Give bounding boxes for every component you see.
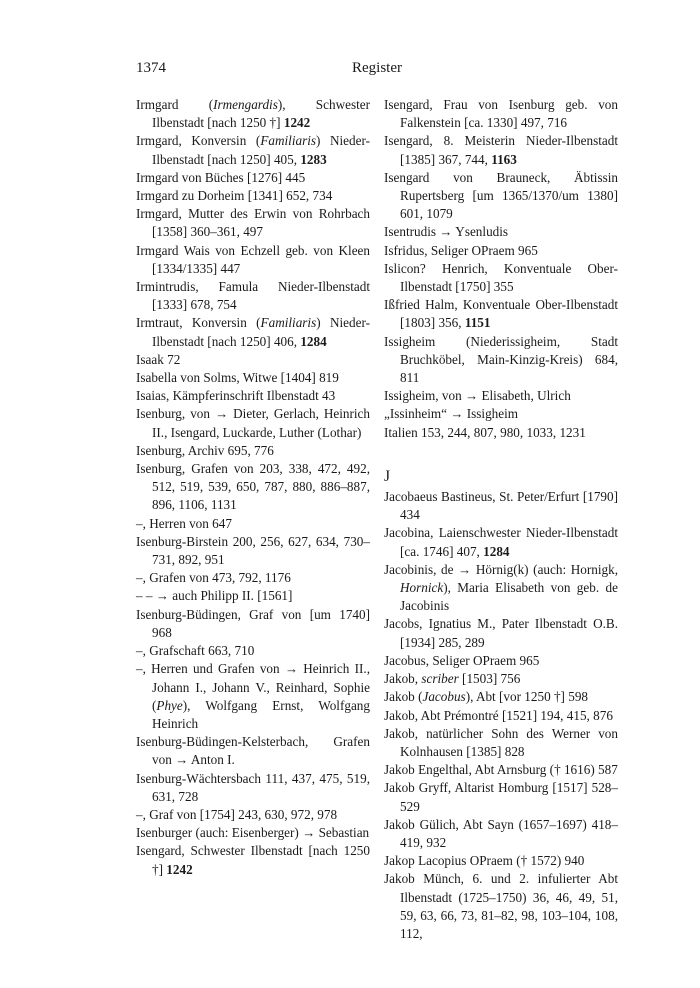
- index-entry: [136, 132, 370, 168]
- entry-text: Ißfried Halm, Konventuale Ober-Ilbenstadt [1803] 356,: [384, 297, 618, 331]
- index-entry: [384, 761, 618, 779]
- entry-text: Irmintrudis, Famula Nieder-Ilbenstadt [1333] 678, 754: [136, 279, 370, 313]
- entry-text: –, Graf von [1754] 243, 630, 972, 978: [136, 806, 338, 822]
- entry-text: ), Schwester Ilbenstadt [nach 1250 †]: [152, 97, 370, 131]
- entry-text: Jakob, natürlicher Sohn des Werner von Kolnhausen [1385] 828: [384, 725, 618, 759]
- entry-text: –, Herren und Grafen von → Heinrich II., Johann I., Johann V., Reinhard, Sophie (: [136, 661, 370, 713]
- page-ref-bold: 1151: [464, 315, 491, 331]
- index-entry: [136, 369, 370, 387]
- index-entry: [384, 524, 618, 560]
- index-entry: [136, 606, 370, 642]
- entry-text: Isentrudis → Ysenludis: [384, 224, 509, 240]
- entry-text: –, Herren von 647: [136, 515, 232, 531]
- entry-text: [1503] 756: [458, 671, 521, 687]
- entry-text: Jakob Münch, 6. und 2. infulierter Abt Ilbenstadt (1725–1750) 36, 46, 49, 51, 59, 63, 66, 73, 81–82, 98, 103–104, 108, 112,: [384, 871, 618, 941]
- index-entry: [136, 314, 370, 350]
- index-entry: [136, 842, 370, 878]
- entry-text: Isenburg-Büdingen, Graf von [um 1740] 968: [136, 606, 370, 640]
- index-column-right: [384, 96, 618, 943]
- index-entry: [384, 296, 618, 332]
- entry-text: Irmgard (: [136, 97, 214, 112]
- entry-text: Isengard, 8. Meisterin Nieder-Ilbenstadt [1385] 367, 744,: [384, 133, 618, 167]
- entry-text: ), Maria Elisabeth von geb. de Jacobinis: [400, 580, 618, 614]
- entry-text: Irmgard, Konversin (: [136, 133, 261, 149]
- page-ref-bold: 1242: [166, 861, 193, 877]
- index-entry: [136, 169, 370, 187]
- index-entry: [384, 707, 618, 725]
- page-ref-bold: 1283: [300, 151, 327, 167]
- index-entry: [384, 670, 618, 688]
- entry-text: Italien 153, 244, 807, 980, 1033, 1231: [384, 424, 586, 440]
- letter-heading: J: [384, 467, 391, 485]
- entry-text: Isaak 72: [136, 351, 181, 367]
- index-entry: [136, 660, 370, 733]
- index-entry: [136, 806, 370, 824]
- index-entry: [384, 725, 618, 761]
- italic-term: Irmengardis: [213, 97, 278, 112]
- entry-text: Issigheim, von → Elisabeth, Ulrich: [384, 388, 571, 404]
- page-ref-bold: 1284: [300, 333, 327, 349]
- index-entry: [136, 824, 370, 842]
- index-entry: [136, 460, 370, 515]
- index-entry: [136, 442, 370, 460]
- italic-term: Jacobus: [422, 689, 466, 705]
- entry-text: Isengard, Schwester Ilbenstadt [nach 1250 †]: [136, 843, 370, 877]
- index-entry: [384, 688, 618, 706]
- page-header: [136, 60, 618, 82]
- entry-text: ) Nieder-Ilbenstadt [nach 1250] 405,: [152, 133, 370, 167]
- entry-text: Irmgard zu Dorheim [1341] 652, 734: [136, 188, 333, 204]
- entry-text: Islicon? Henrich, Konventuale Ober-Ilbenstadt [1750] 355: [384, 260, 618, 295]
- index-entry: [384, 242, 618, 260]
- index-entry: [136, 642, 370, 660]
- entry-text: Irmtraut, Konversin (: [136, 315, 261, 331]
- entry-text: Isenburg, Archiv 695, 776: [136, 442, 274, 458]
- index-entry: [136, 587, 370, 605]
- entry-text: Jakop Lacopius OPraem († 1572) 940: [384, 853, 585, 869]
- italic-term: scriber: [421, 671, 459, 687]
- index-entry: [136, 278, 370, 314]
- index-entry: [384, 223, 618, 241]
- entry-text: Isenburg, Grafen von 203, 338, 472, 492, 512, 519, 539, 650, 787, 880, 886–887, 896, 1106, 1131: [136, 461, 370, 513]
- index-entry: [384, 96, 618, 132]
- entry-text: Isenburg-Büdingen-Kelsterbach, Grafen von → Anton I.: [136, 734, 370, 768]
- entry-text: Jakob, Abt Prémontré [1521] 194, 415, 876: [384, 707, 613, 723]
- entry-text: Jakob Gryff, Altarist Homburg [1517] 528–529: [384, 780, 618, 814]
- index-entry: [136, 351, 370, 369]
- entry-text: ), Abt [vor 1250 †] 598: [465, 689, 589, 705]
- index-entry: [384, 405, 618, 423]
- entry-text: Jakob Gülich, Abt Sayn (1657–1697) 418–419, 932: [384, 816, 618, 850]
- page-ref-bold: 1242: [283, 115, 311, 131]
- entry-text: Isenburger (auch: Eisenberger) → Sebastian: [136, 825, 370, 841]
- entry-text: Issigheim (Niederissigheim, Stadt Bruchköbel, Main-Kinzig-Kreis) 684, 811: [384, 333, 618, 386]
- index-entry: [384, 424, 618, 442]
- entry-text: Jacobaeus Bastineus, St. Peter/Erfurt [1790] 434: [384, 489, 618, 523]
- entry-text: Isenburg-Birstein 200, 256, 627, 634, 730–731, 892, 951: [136, 533, 370, 568]
- running-head: Register: [352, 60, 402, 76]
- entry-text: Jakob (: [384, 689, 423, 705]
- index-entry: [384, 488, 618, 524]
- index-entry: [136, 733, 370, 769]
- entry-text: Jacobus, Seliger OPraem 965: [384, 652, 540, 668]
- entry-text: Isengard von Brauneck, Äbtissin Rupertsberg [um 1365/1370/um 1380] 601, 1079: [384, 169, 618, 222]
- entry-text: Irmgard von Büches [1276] 445: [136, 169, 306, 185]
- entry-text: Irmgard Wais von Echzell geb. von Kleen [1334/1335] 447: [136, 242, 370, 276]
- index-entry: [384, 169, 618, 224]
- index-entry: [136, 205, 370, 241]
- entry-text: Jacobina, Laienschwester Nieder-Ilbenstadt [ca. 1746] 407,: [384, 525, 618, 559]
- index-entry: [384, 260, 618, 296]
- entry-text: ) Nieder-Ilbenstadt [nach 1250] 406,: [152, 315, 370, 349]
- italic-term: Hornick: [400, 580, 444, 596]
- index-entry: [136, 569, 370, 587]
- entry-text: –, Grafschaft 663, 710: [136, 643, 255, 659]
- entry-text: Jakob,: [384, 671, 422, 687]
- entry-text: „Issinheim“ → Issigheim: [384, 406, 519, 422]
- index-entry: [384, 870, 618, 943]
- index-entry: [136, 96, 370, 132]
- index-column-left: [136, 96, 370, 879]
- entry-text: ), Wolfgang Ernst, Wolfgang Heinrich: [152, 697, 370, 731]
- entry-text: Jacobinis, de → Hörnig(k) (auch: Hornigk,: [384, 561, 618, 577]
- index-entry: [384, 132, 618, 168]
- entry-text: Isaias, Kämpferinschrift Ilbenstadt 43: [136, 388, 336, 404]
- entry-text: Jacobs, Ignatius M., Pater Ilbenstadt O.B. [1934] 285, 289: [384, 616, 618, 650]
- index-entry: [384, 852, 618, 870]
- index-entry: [384, 652, 618, 670]
- index-entry: [136, 405, 370, 441]
- entry-text: –, Grafen von 473, 792, 1176: [136, 570, 291, 586]
- page-ref-bold: 1163: [491, 151, 517, 167]
- index-entry: [384, 779, 618, 815]
- index-entry: [136, 387, 370, 405]
- index-entry: [384, 615, 618, 651]
- index-entry: [136, 515, 370, 533]
- index-entry: [384, 561, 618, 616]
- index-entry: [384, 333, 618, 388]
- page-ref-bold: 1284: [483, 543, 510, 559]
- italic-term: Familiaris: [260, 133, 316, 149]
- index-entry: [136, 533, 370, 569]
- entry-text: Isenburg-Wächtersbach 111, 437, 475, 519, 631, 728: [136, 770, 370, 804]
- italic-term: Phye: [156, 697, 183, 713]
- index-entry: [136, 770, 370, 806]
- index-entry: [384, 816, 618, 852]
- index-entry: [136, 187, 370, 205]
- entry-text: Isabella von Solms, Witwe [1404] 819: [136, 370, 339, 386]
- page-number: 1374: [136, 60, 166, 76]
- entry-text: – – → auch Philipp II. [1561]: [136, 588, 293, 604]
- entry-text: Isenburg, von → Dieter, Gerlach, Heinrich II., Isengard, Luckarde, Luther (Lothar): [136, 406, 370, 440]
- index-entry: [136, 242, 370, 278]
- index-entry: [384, 387, 618, 405]
- entry-text: Isfridus, Seliger OPraem 965: [384, 242, 538, 258]
- entry-text: Irmgard, Mutter des Erwin von Rohrbach [1358] 360–361, 497: [136, 206, 370, 240]
- italic-term: Familiaris: [260, 315, 317, 331]
- entry-text: Isengard, Frau von Isenburg geb. von Falkenstein [ca. 1330] 497, 716: [384, 97, 618, 131]
- entry-text: Jakob Engelthal, Abt Arnsburg († 1616) 587: [384, 762, 618, 778]
